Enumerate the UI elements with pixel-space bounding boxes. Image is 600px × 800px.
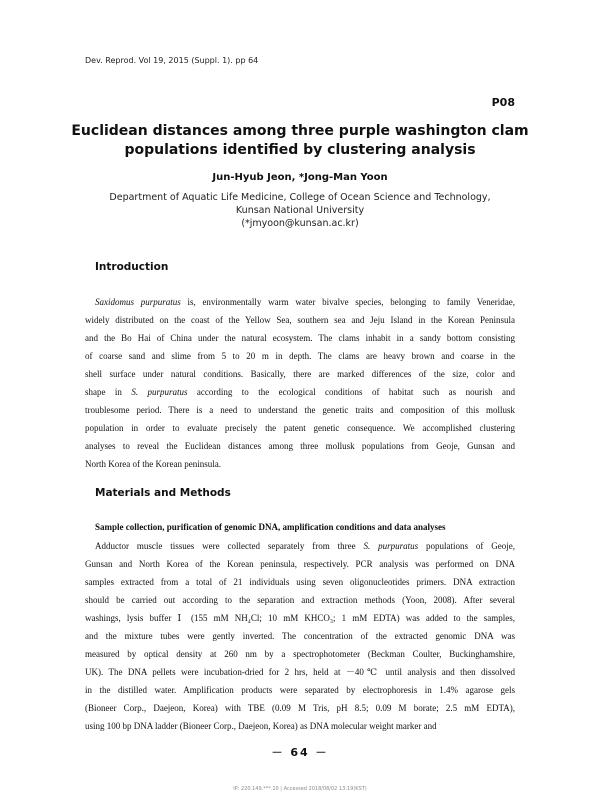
text-line [85, 383, 515, 401]
species-name: Saxidomus purpuratus [95, 297, 181, 307]
text-segment: Adductor muscle tissues were collected separately from three [95, 541, 364, 551]
species-name: S. purpuratus [131, 387, 188, 397]
text-line [85, 419, 515, 437]
text-segment: North Korea of the Korean peninsula. [85, 459, 221, 469]
text-segment: using 100 bp DNA ladder (Bioneer Corp., Daejeon, Korea) as DNA molecular weight marker and [85, 721, 437, 731]
text-line [85, 591, 515, 609]
text-segment: measured by optical density at 260 nm by a spectrophotometer (Beckman Coulter, Buckinghamshire, [85, 649, 515, 659]
text-line [85, 627, 515, 645]
text-segment: UK). The DNA pellets were incubation-dried for 2 hrs, held at －40℃ until analysis and then dissolved [85, 667, 515, 677]
text-line [85, 609, 515, 627]
contact-email: (*jmyoon@kunsan.ac.kr) [241, 218, 359, 229]
title-line-1: Euclidean distances among three purple washington clam [71, 123, 529, 139]
text-line [85, 645, 515, 663]
text-segment: and the Bo Hai of China under the natural ecosystem. The clams inhabit in a sandy bottom consisting [85, 333, 515, 343]
text-segment: washings, lysis buffer Ⅰ (155 mM NH₄Cl; 10 mM KHCO₃; 1 mM EDTA) was added to the samples, [85, 613, 515, 623]
introduction-heading: Introduction [95, 261, 169, 273]
text-line [85, 455, 515, 473]
text-line [85, 717, 515, 735]
text-segment: according to the ecological conditions of habitat such as nourish and [187, 387, 515, 397]
text-line [85, 681, 515, 699]
text-segment: samples extracted from a total of 21 individuals using seven oligonucleotides primers. DNA extraction [85, 577, 515, 587]
text-line [85, 573, 515, 591]
text-segment: populations of Geoje, [418, 541, 515, 551]
affiliation-line-2: Kunsan National University [235, 205, 365, 216]
introduction-paragraph [85, 293, 515, 473]
text-segment: of coarse sand and slime from 5 to 20 m in depth. The clams are heavy brown and coarse in the [85, 351, 515, 361]
text-segment: widely distributed on the coast of the Yellow Sea, southern sea and Jeju Island in the Korean Peninsula [85, 315, 515, 325]
text-line [85, 329, 515, 347]
poster-code: P08 [491, 96, 515, 109]
text-line [85, 663, 515, 681]
text-line [85, 311, 515, 329]
text-line [85, 293, 515, 311]
text-segment: troublesome period. There is a need to understand the genetic traits and composition of this mollusk [85, 405, 515, 415]
text-line [85, 437, 515, 455]
affiliation-line-1: Department of Aquatic Life Medicine, College of Ocean Science and Technology, [109, 192, 491, 203]
text-segment: and the mixture tubes were gently inverted. The concentration of the extracted genomic DNA was [85, 631, 515, 641]
authors: Jun-Hyub Jeon, *Jong-Man Yoon [212, 172, 388, 183]
text-segment: is, environmentally warm water bivalve species, belonging to family Veneridae, [180, 297, 515, 307]
text-line [85, 347, 515, 365]
methods-heading: Materials and Methods [95, 487, 231, 499]
text-line [85, 401, 515, 419]
methods-paragraph [85, 537, 515, 735]
text-segment: Gunsan and North Korea of the Korean peninsula, respectively. PCR analysis was performed on DNA [85, 559, 515, 569]
text-segment: in the distilled water. Amplification products were separated by electrophoresis in 1.4% agarose gels [85, 685, 515, 695]
text-line [85, 537, 515, 555]
text-segment: should be carried out according to the separation and extraction methods (Yoon, 2008). After several [85, 595, 515, 605]
text-line [85, 699, 515, 717]
paper-title [70, 122, 530, 160]
text-line [85, 555, 515, 573]
species-name: S. purpuratus [363, 541, 419, 551]
text-segment: (Bioneer Corp., Daejeon, Korea) with TBE (0.09 M Tris, pH 8.5; 0.09 M borate; 2.5 mM EDTA), [85, 703, 515, 713]
text-segment: population in order to evaluate precisely the patent genetic consequence. We accomplished clustering [85, 423, 515, 433]
text-segment: analyses to reveal the Euclidean distances among three mollusk populations from Geoje, Gunsan and [85, 441, 515, 451]
page-number: － 64 － [271, 746, 329, 759]
text-segment: shape in [85, 387, 132, 397]
journal-reference: Dev. Reprod. Vol 19, 2015 (Suppl. 1). pp 64 [85, 56, 259, 65]
text-line [85, 365, 515, 383]
access-stamp: IP: 220.149.***.10 | Accessed 2018/08/02 13:19(KST) [233, 786, 367, 792]
text-segment: shell surface under natural conditions. Basically, there are marked differences of the size, color and [85, 369, 515, 379]
methods-subheading: Sample collection, purification of genomic DNA, amplification conditions and data analyses [95, 522, 446, 532]
affiliation [70, 191, 530, 230]
title-line-2: populations identified by clustering analysis [124, 142, 476, 158]
